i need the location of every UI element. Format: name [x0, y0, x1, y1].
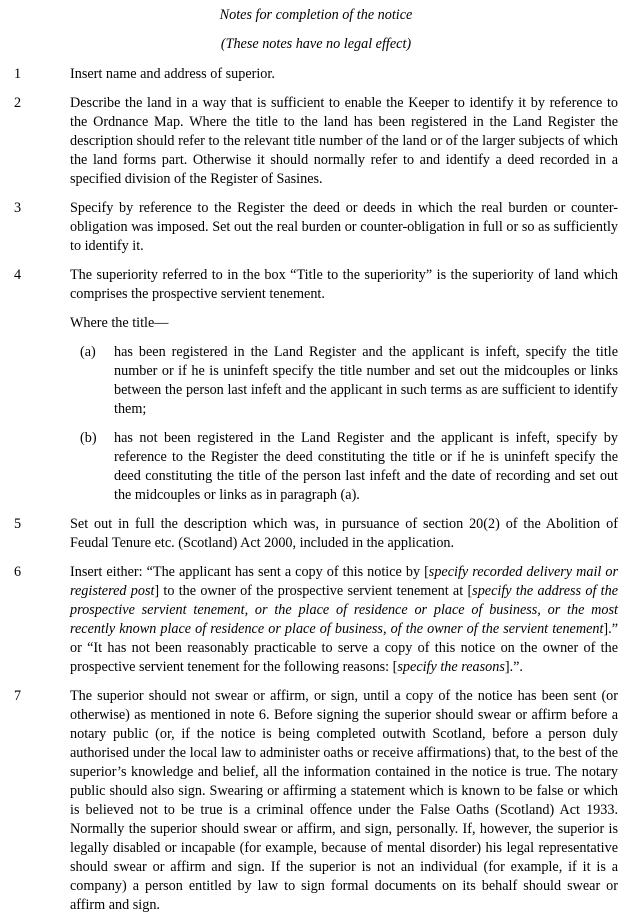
- note-italic-instruction: specify the reasons: [397, 659, 505, 675]
- subparagraph-label: (b): [80, 430, 97, 446]
- note-where-text: Where the title—: [70, 315, 169, 331]
- subparagraph-b: [70, 429, 618, 505]
- note-italic-instruction: specify recorded delivery mail or registered post: [70, 564, 618, 599]
- note-number: 2: [14, 95, 22, 111]
- note-text: Describe the land in a way that is sufficient to enable the Keeper to identify it by reference to the Ordnance Map. Where the title to the land has been registered in the Land Register the description should refer to the relevant title number of the land or of the larger subjects of which the land forms part. Otherwise it should normally refer to and identify a deed recorded in a specified division of the Register of Sasines.: [70, 95, 618, 187]
- note-number: 4: [14, 267, 22, 283]
- notes-subtitle: (These notes have no legal effect): [220, 36, 412, 52]
- note-text: Set out in full the description which was, in pursuance of section 20(2) of the Abolition of Feudal Tenure etc. (Scotland) Act 2000, included in the application.: [70, 516, 618, 551]
- subparagraph-label: (a): [80, 344, 96, 360]
- note-number: 5: [14, 516, 22, 532]
- note-text-part: ].”.: [504, 659, 523, 675]
- note-3: [14, 199, 618, 256]
- subparagraph-text: has been registered in the Land Register and the applicant is infeft, specify the title number or if he is uninfeft specify the title number and set out the midcouples or links between the person last infeft and the applicant in such terms as are sufficient to identify them;: [114, 344, 618, 417]
- note-text-part: ] to the owner of the prospective servient tenement at [: [154, 583, 473, 599]
- note-5: [14, 515, 618, 553]
- note-text: [70, 563, 618, 677]
- note-italic-instruction: specify the address of the prospective servient tenement, or the place of residence or place of business, or the most recently known place of residence or place of business, of the owner of the servient tenement: [70, 583, 618, 637]
- note-number: 6: [14, 564, 22, 580]
- note-number: 1: [14, 66, 22, 82]
- note-2: [14, 94, 618, 189]
- note-number: 3: [14, 200, 22, 216]
- note-text: The superior should not swear or affirm, or sign, until a copy of the notice has been sent (or otherwise) as mentioned in note 6. Before signing the superior should swear or affirm before a notary public (or, if the notice is being completed outwith Scotland, before a person duly authorised under the local law to administer oaths or receive affirmations) that, to the best of the superior’s knowledge and belief, all the information contained in the notice is true. The notary public should also sign. Swearing or affirming a statement which is known to be false or which is believed not to be true is a criminal offence under the False Oaths (Scotland) Act 1933. Normally the superior should swear or affirm, and sign, personally. If, however, the superior is legally disabled or incapable (for example, because of mental disorder) his legal representative should swear or affirm and sign. If the superior is not an individual (for example, if it is a company) a person entitled by law to sign formal documents on its behalf should swear or affirm and sign.: [70, 688, 618, 913]
- subparagraph-text: has not been registered in the Land Register and the applicant is infeft, specify by reference to the Register the deed constituting the title or if he is uninfeft specify the deed constituting the title of the person last infeft and the date of recording and set out the midcouples or links as in paragraph (a).: [114, 430, 618, 503]
- subparagraph-a: [70, 343, 618, 419]
- notes-title: Notes for completion of the notice: [219, 7, 413, 23]
- note-7: [14, 687, 618, 915]
- note-6: [14, 563, 618, 677]
- note-text: The superiority referred to in the box “Title to the superiority” is the superiority of land which comprises the prospective servient tenement.: [70, 267, 618, 302]
- note-1: [14, 65, 618, 84]
- note-text: Specify by reference to the Register the deed or deeds in which the real burden or counter-obligation was imposed. Set out the real burden or counter-obligation in full or so as sufficiently to identify it.: [70, 200, 618, 254]
- note-text-part: Insert either: “The applicant has sent a copy of this notice by [: [70, 564, 429, 580]
- note-number: 7: [14, 688, 22, 704]
- note-4: [14, 266, 618, 505]
- note-text-part: ].” or “It has not been reasonably practicable to serve a copy of this notice on the owner of the prospective servient tenement for the following reasons: [: [70, 621, 618, 675]
- note-text: Insert name and address of superior.: [70, 66, 275, 82]
